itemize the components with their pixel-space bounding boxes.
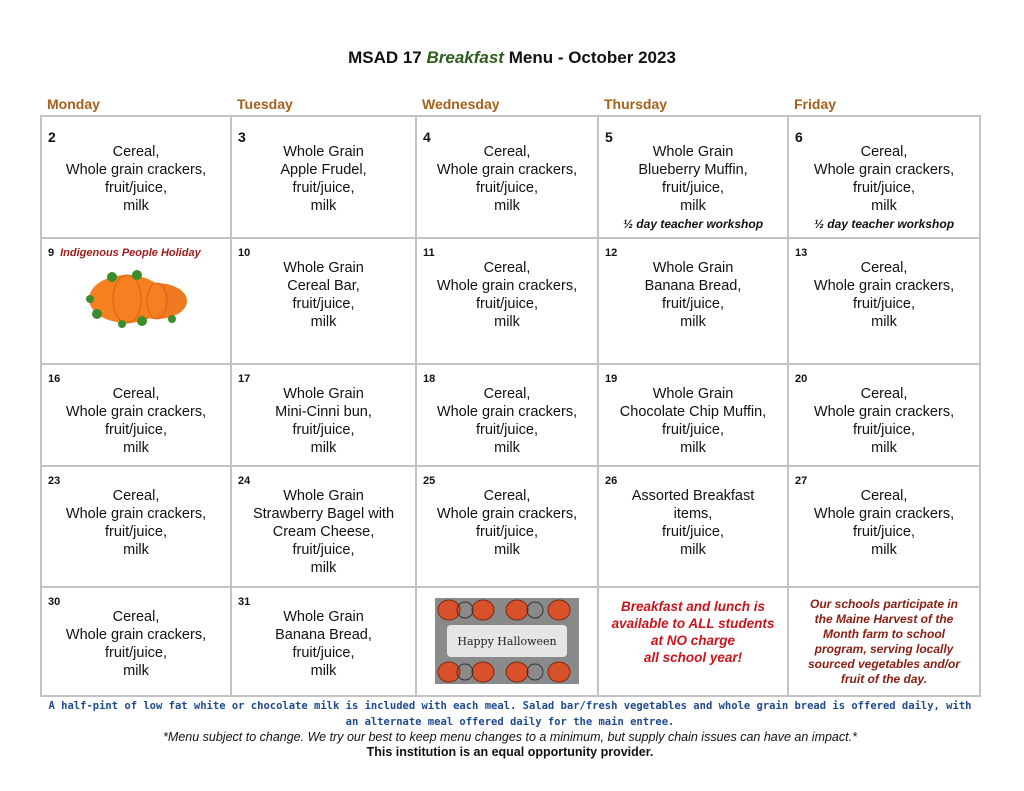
menu-items: [42, 487, 230, 559]
date-number: 30: [48, 596, 61, 608]
date-number: 9: [48, 247, 55, 259]
menu-item-line: Whole grain crackers,: [65, 506, 207, 522]
date-number: 4: [423, 129, 431, 145]
day-cell: [416, 116, 598, 238]
menu-item-line: Whole grain crackers,: [436, 162, 578, 178]
title-prefix: MSAD 17: [348, 48, 427, 67]
title-suffix: Menu - October 2023: [503, 48, 676, 67]
menu-item-line: milk: [871, 314, 897, 330]
menu-item-line: milk: [871, 198, 897, 214]
menu-item-line: Cream Cheese,: [272, 524, 375, 540]
menu-items: [232, 143, 415, 215]
week-row: [41, 364, 980, 466]
menu-item-line: Whole grain crackers,: [436, 506, 578, 522]
date-number: 18: [423, 373, 436, 385]
menu-item-line: fruit/juice,: [661, 524, 725, 540]
disclaimer: *Menu subject to change. We try our best to keep menu changes to a minimum, but supply chain issues can have an impact.*: [163, 730, 857, 744]
menu-item-line: Cereal,: [112, 488, 160, 504]
menu-item-line: Strawberry Bagel with: [252, 506, 395, 522]
menu-item-line: fruit/juice,: [292, 542, 355, 558]
menu-item-line: milk: [123, 542, 149, 558]
menu-items: [232, 259, 415, 331]
menu-item-line: milk: [494, 542, 520, 558]
date-number: 10: [238, 247, 251, 259]
day-cell: [788, 466, 980, 587]
menu-items: [417, 259, 597, 331]
menu-items: [599, 143, 787, 215]
day-cell: [231, 587, 416, 696]
date-number: 25: [423, 475, 436, 487]
day-cell: [598, 238, 788, 364]
workshop-note: ½ day teacher workshop: [622, 217, 764, 231]
menu-item-line: milk: [871, 440, 897, 456]
menu-item-line: fruit/juice,: [104, 422, 168, 438]
date-number: 12: [605, 247, 618, 259]
menu-item-line: milk: [123, 198, 149, 214]
menu-item-line: fruit/juice,: [292, 296, 355, 312]
weekday-headers: [40, 96, 979, 112]
happy-halloween-image: [435, 598, 579, 684]
menu-item-line: Whole Grain: [283, 386, 364, 402]
menu-item-line: Whole Grain: [283, 144, 364, 160]
pumpkins-image: [82, 269, 192, 329]
menu-item-line: Banana Bread,: [275, 627, 372, 643]
notice-line: all school year!: [643, 650, 743, 665]
day-cell: [41, 116, 231, 238]
menu-item-line: Whole Grain: [652, 144, 734, 160]
menu-item-line: fruit/juice,: [852, 296, 916, 312]
date-number: 16: [48, 373, 61, 385]
page-title: [0, 48, 1024, 68]
menu-item-line: Cereal,: [860, 386, 908, 402]
menu-item-line: milk: [680, 198, 706, 214]
weekday-header-wednesday: Wednesday: [422, 96, 500, 112]
menu-item-line: Cereal,: [860, 488, 908, 504]
notice-line: Month farm to school: [823, 627, 945, 641]
notice-line: program, serving locally: [814, 642, 954, 656]
menu-item-line: fruit/juice,: [475, 180, 539, 196]
menu-item-line: Cereal Bar,: [287, 278, 360, 294]
menu-item-line: fruit/juice,: [104, 524, 168, 540]
equal-opportunity-statement: This institution is an equal opportunity provider.: [366, 745, 654, 759]
menu-item-line: Cereal,: [112, 609, 160, 625]
menu-item-line: Cereal,: [860, 144, 908, 160]
menu-item-line: milk: [494, 314, 520, 330]
day-cell: [598, 587, 788, 696]
menu-calendar: [40, 115, 981, 697]
menu-item-line: Whole Grain: [652, 260, 734, 276]
menu-item-line: milk: [310, 440, 337, 456]
day-cell: [41, 466, 231, 587]
menu-item-line: fruit/juice,: [475, 422, 539, 438]
notice-line: Breakfast and lunch is: [620, 599, 766, 614]
menu-items: [42, 608, 230, 680]
day-cell: [41, 238, 231, 364]
menu-item-line: Whole grain crackers,: [65, 627, 207, 643]
date-number: 20: [795, 373, 808, 385]
menu-item-line: Apple Frudel,: [280, 162, 367, 178]
day-cell: [231, 364, 416, 466]
menu-item-line: fruit/juice,: [475, 524, 539, 540]
week-row: [41, 587, 980, 696]
day-cell: [416, 587, 598, 696]
menu-item-line: fruit/juice,: [292, 180, 355, 196]
date-number: 17: [238, 373, 251, 385]
day-cell: [788, 238, 980, 364]
menu-item-line: Banana Bread,: [644, 278, 742, 294]
menu-item-line: Cereal,: [860, 260, 908, 276]
menu-item-line: Whole Grain: [283, 488, 364, 504]
harvest-notice: [789, 588, 979, 687]
menu-item-line: Cereal,: [112, 386, 160, 402]
day-cell: [41, 364, 231, 466]
week-row: [41, 116, 980, 238]
notice-line: fruit of the day.: [840, 672, 928, 686]
menu-item-line: fruit/juice,: [475, 296, 539, 312]
menu-item-line: fruit/juice,: [292, 645, 355, 661]
menu-item-line: Whole grain crackers,: [813, 278, 955, 294]
date-number: 26: [605, 475, 618, 487]
menu-item-line: milk: [680, 542, 706, 558]
day-cell: [41, 587, 231, 696]
menu-item-line: Mini-Cinni bun,: [275, 404, 372, 420]
milk-note: A half-pint of low fat white or chocolate milk is included with each meal. Salad bar/fresh vegetables and whole grain bread is offered daily, with an alternate meal offered daily for the main entree.: [48, 700, 972, 728]
menu-item-line: Cereal,: [483, 144, 531, 160]
menu-items: [417, 385, 597, 457]
menu-items: [789, 487, 979, 559]
weekday-header-tuesday: Tuesday: [237, 96, 293, 112]
menu-item-line: fruit/juice,: [292, 422, 355, 438]
menu-items: [599, 259, 787, 331]
menu-item-line: Cereal,: [483, 260, 531, 276]
menu-item-line: Whole Grain: [652, 386, 734, 402]
menu-item-line: Whole grain crackers,: [813, 162, 955, 178]
title-highlight: Breakfast: [426, 48, 504, 67]
menu-item-line: fruit/juice,: [661, 180, 725, 196]
date-number: 24: [238, 475, 251, 487]
menu-item-line: Cereal,: [483, 488, 531, 504]
holiday-label: Indigenous People Holiday: [60, 247, 201, 259]
day-cell: [416, 238, 598, 364]
menu-item-line: milk: [310, 314, 337, 330]
menu-item-line: Cereal,: [483, 386, 531, 402]
menu-item-line: milk: [680, 440, 706, 456]
weekday-header-friday: Friday: [794, 96, 837, 112]
menu-item-line: fruit/juice,: [852, 180, 916, 196]
notice-line: the Maine Harvest of the: [814, 612, 954, 626]
date-number: 6: [795, 129, 803, 145]
menu-item-line: Whole Grain: [283, 609, 364, 625]
menu-item-line: Cereal,: [112, 144, 160, 160]
menu-item-line: Whole grain crackers,: [65, 162, 207, 178]
date-number: 31: [238, 596, 251, 608]
menu-item-line: Assorted Breakfast: [631, 488, 755, 504]
menu-item-line: milk: [123, 440, 149, 456]
menu-items: [789, 385, 979, 457]
workshop-note: ½ day teacher workshop: [813, 217, 955, 231]
notice-line: available to ALL students: [611, 616, 775, 631]
date-number: 13: [795, 247, 808, 259]
week-row: [41, 466, 980, 587]
menu-items: [599, 487, 787, 559]
menu-items: [789, 143, 979, 215]
menu-item-line: fruit/juice,: [852, 422, 916, 438]
menu-item-line: milk: [494, 198, 520, 214]
menu-item-line: milk: [680, 314, 706, 330]
menu-item-line: fruit/juice,: [661, 422, 725, 438]
notice-line: sourced vegetables and/or: [807, 657, 961, 671]
date-number: 19: [605, 373, 618, 385]
menu-items: [789, 259, 979, 331]
menu-item-line: Blueberry Muffin,: [638, 162, 748, 178]
menu-item-line: Whole Grain: [283, 260, 364, 276]
date-number: 11: [423, 247, 435, 259]
menu-items: [599, 385, 787, 457]
menu-item-line: items,: [673, 506, 713, 522]
menu-item-line: milk: [310, 560, 337, 576]
date-number: 27: [795, 475, 808, 487]
menu-items: [42, 385, 230, 457]
menu-item-line: fruit/juice,: [661, 296, 725, 312]
menu-items: [232, 608, 415, 680]
menu-items: [417, 487, 597, 559]
day-cell: [231, 466, 416, 587]
menu-item-line: milk: [494, 440, 520, 456]
menu-item-line: milk: [310, 663, 337, 679]
menu-item-line: fruit/juice,: [852, 524, 916, 540]
menu-item-line: Whole grain crackers,: [813, 404, 955, 420]
menu-item-line: fruit/juice,: [104, 180, 168, 196]
date-number: 5: [605, 129, 613, 145]
day-cell: [416, 466, 598, 587]
day-cell: [788, 587, 980, 696]
menu-item-line: milk: [123, 663, 149, 679]
menu-items: [232, 385, 415, 457]
menu-item-line: Whole grain crackers,: [65, 404, 207, 420]
menu-item-line: Whole grain crackers,: [436, 404, 578, 420]
menu-item-line: Chocolate Chip Muffin,: [619, 404, 767, 420]
day-cell: [788, 364, 980, 466]
day-cell: [598, 364, 788, 466]
day-cell: [231, 116, 416, 238]
free-meals-notice: [599, 588, 787, 666]
date-number: 23: [48, 475, 61, 487]
day-cell: [788, 116, 980, 238]
day-cell: [416, 364, 598, 466]
date-number: 3: [238, 129, 246, 145]
date-number: 2: [48, 129, 56, 145]
menu-items: [417, 143, 597, 215]
menu-item-line: milk: [871, 542, 897, 558]
menu-item-line: Whole grain crackers,: [813, 506, 955, 522]
menu-items: [232, 487, 415, 577]
menu-item-line: milk: [310, 198, 337, 214]
notice-line: Our schools participate in: [809, 597, 959, 611]
day-cell: [231, 238, 416, 364]
notice-line: at NO charge: [650, 633, 736, 648]
halloween-text: Happy Halloween: [457, 635, 557, 648]
weekday-header-thursday: Thursday: [604, 96, 668, 112]
menu-items: [42, 143, 230, 215]
day-cell: [598, 466, 788, 587]
weekday-header-monday: Monday: [47, 96, 100, 112]
menu-item-line: Whole grain crackers,: [436, 278, 578, 294]
week-row: [41, 238, 980, 364]
day-cell: [598, 116, 788, 238]
menu-item-line: fruit/juice,: [104, 645, 168, 661]
